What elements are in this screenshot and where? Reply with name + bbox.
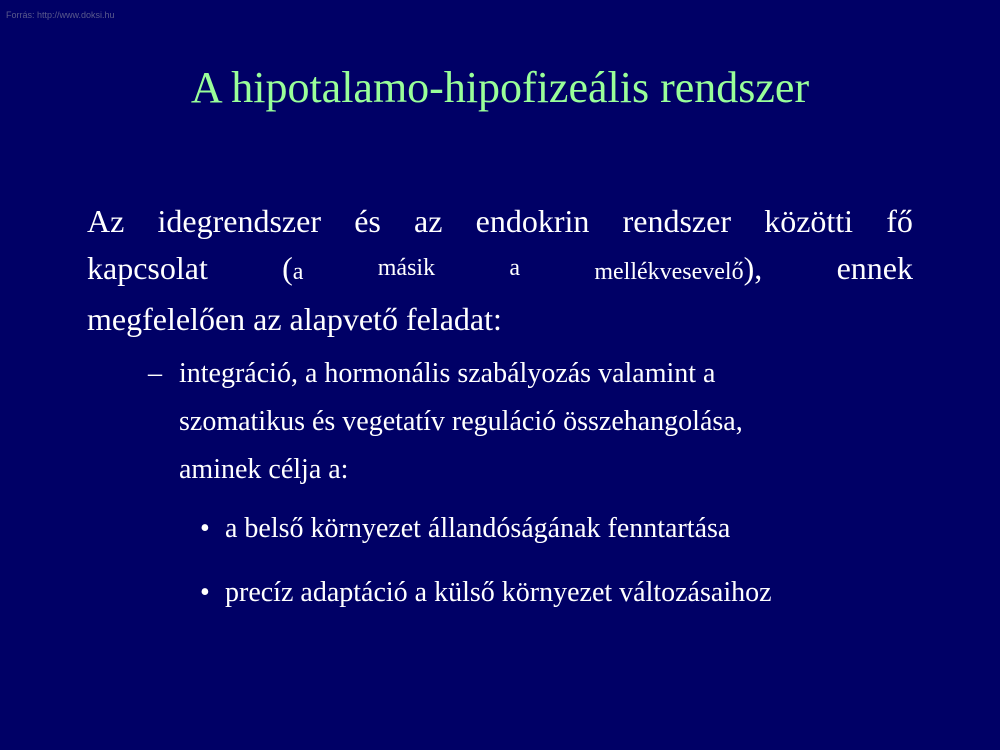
- paragraph-line-2: [87, 245, 913, 296]
- paragraph-word: az: [414, 203, 443, 239]
- paragraph-line-1: [87, 198, 913, 245]
- bullet-text: a belső környezet állandóságának fenntartása: [225, 513, 731, 544]
- paren-close: ),: [743, 250, 763, 286]
- paragraph-word: és: [354, 203, 381, 239]
- paragraph-word: ennek: [836, 250, 913, 286]
- paragraph-small-word: mellékvesevelő: [594, 259, 744, 285]
- dash-item-line: szomatikus és vegetatív reguláció összehangolása,: [179, 406, 743, 437]
- bullet-marker: •: [200, 513, 210, 544]
- paragraph-word: fő: [886, 203, 913, 239]
- dash-marker: –: [148, 358, 162, 389]
- source-watermark: Forrás: http://www.doksi.hu: [6, 10, 115, 20]
- paragraph-word: közötti: [764, 203, 854, 239]
- bullet-marker: •: [200, 577, 210, 608]
- paragraph-word: [594, 245, 762, 296]
- paragraph-word: endokrin: [475, 203, 590, 239]
- bullet-text: precíz adaptáció a külső környezet változásaihoz: [225, 577, 772, 608]
- main-paragraph: [87, 198, 913, 343]
- paragraph-small-word: a: [292, 259, 304, 285]
- paren-open: (: [282, 250, 293, 286]
- paragraph-word: idegrendszer: [157, 203, 321, 239]
- paragraph-small-word: a: [509, 255, 521, 281]
- paragraph-word: kapcsolat: [87, 250, 208, 286]
- dash-item-text: [179, 350, 743, 494]
- dash-item-line: integráció, a hormonális szabályozás valamint a: [179, 358, 716, 389]
- slide-title: A hipotalamo-hipofizeális rendszer: [190, 63, 810, 112]
- paragraph-word: [282, 245, 303, 296]
- paragraph-word: rendszer: [622, 203, 731, 239]
- dash-item-line: aminek célja a:: [179, 454, 349, 485]
- paragraph-line-3: megfelelően az alapvető feladat:: [87, 301, 502, 337]
- paragraph-word: Az: [87, 203, 125, 239]
- paragraph-small-word: másik: [377, 255, 436, 281]
